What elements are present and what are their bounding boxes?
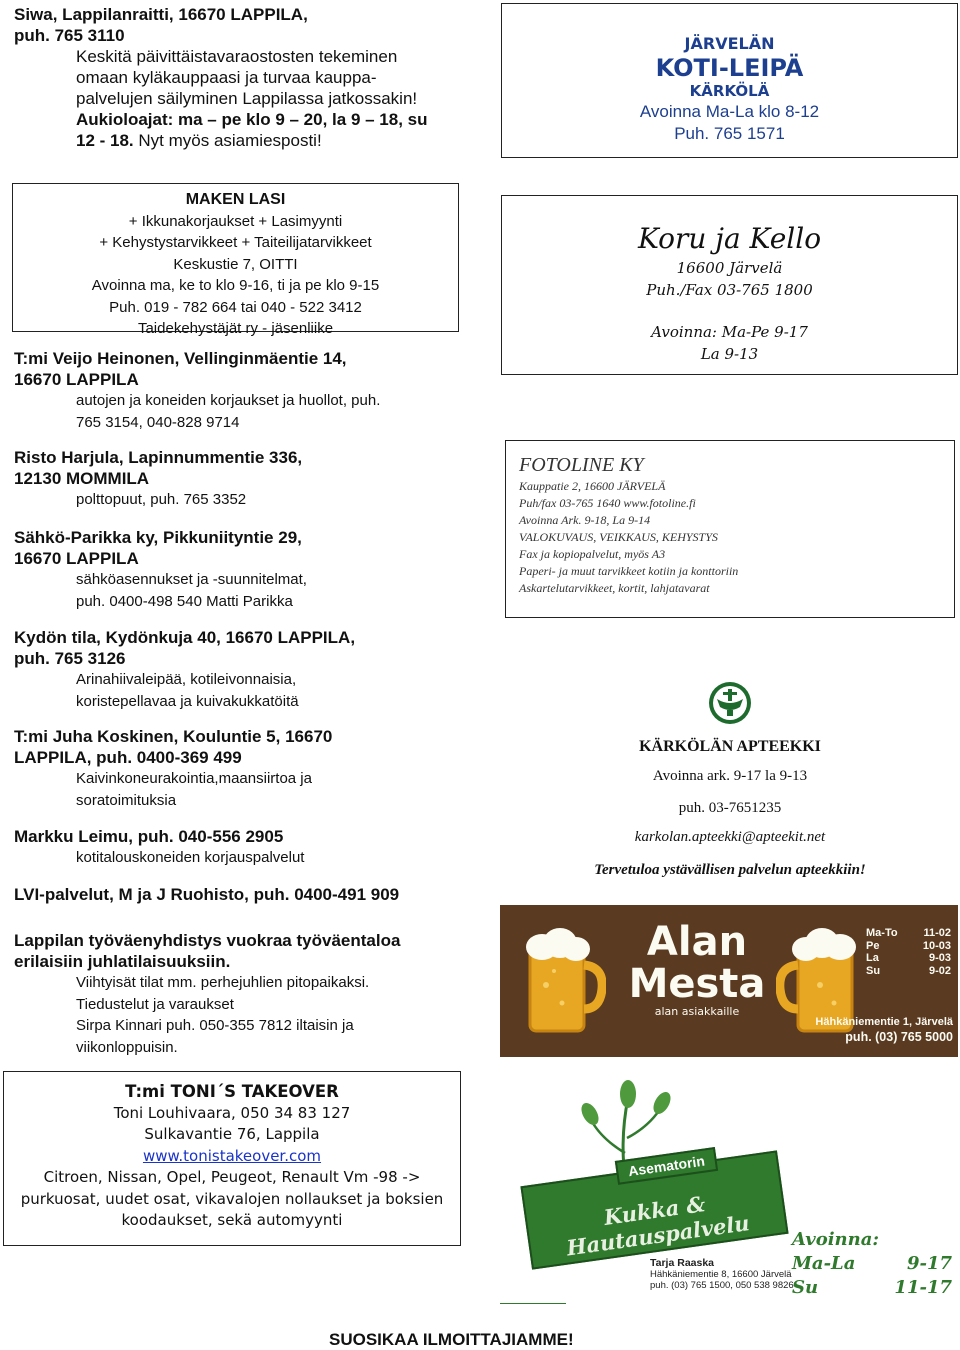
alan-addr: Hähkäniementie 1, Järvelä: [815, 1016, 953, 1028]
apteekki-welcome: Tervetuloa ystävällisen palvelun apteekkiin!: [594, 862, 866, 878]
maken-lasi-ad: [12, 183, 459, 337]
kotileipa-line5: Puh. 765 1571: [674, 124, 785, 143]
koru-hours-2: La 9-13: [700, 345, 759, 363]
fotoline-line: Kauppatie 2, 16600 JÄRVELÄ: [519, 479, 666, 493]
asematorin-time: 11-17: [894, 1277, 952, 1298]
siwa-hours-2: 12 - 18.: [76, 131, 134, 150]
asematorin-day: Su: [792, 1277, 819, 1298]
asematorin-ad: [500, 1068, 958, 1318]
listing-desc: soratoimituksia: [76, 791, 177, 809]
siwa-heading-2: puh. 765 3110: [14, 26, 125, 45]
siwa-desc-1: Keskitä päivittäistavaraostosten tekeminen: [76, 47, 398, 66]
fotoline-ad: [505, 440, 955, 618]
toni-desc: koodaukset, sekä automyynti: [121, 1211, 343, 1229]
toni-title: T:mi TONI´S TAKEOVER: [125, 1082, 339, 1101]
divider: [500, 1303, 566, 1304]
alan-day: Ma-To: [866, 927, 898, 939]
listing-ruohisto: [14, 884, 399, 905]
alan-time: 10-03: [922, 939, 951, 952]
maken-line-6: Taidekehystäjät ry - jäsenliike: [137, 320, 334, 337]
siwa-desc-2: omaan kyläkauppaasi ja turvaa kauppa-: [76, 68, 377, 87]
koru-hours-1: Avoinna: Ma-Pe 9-17: [651, 323, 808, 341]
listing-sahko-parikka: [14, 527, 307, 612]
pharmacy-logo-icon: [707, 680, 753, 726]
siwa-note: Nyt myös asiamiesposti!: [138, 131, 322, 150]
listing-desc: sähköasennukset ja -suunnitelmat,: [76, 571, 307, 588]
siwa-desc-3: palvelujen säilyminen Lappilassa jatkossakin!: [76, 89, 418, 108]
listing-tyovaenyhdistys: [14, 930, 400, 1058]
listing-desc: autojen ja koneiden korjaukset ja huollot, puh.: [76, 392, 381, 409]
listing-heading: 12130 MOMMILA: [14, 469, 150, 488]
alan-hours-table: [866, 927, 951, 977]
fotoline-line: Puh/fax 03-765 1640 www.fotoline.fi: [519, 496, 696, 510]
asematorin-addr: Hähkäniementie 8, 16600 Järvelä: [650, 1269, 792, 1280]
maken-line-1: + Ikkunakorjaukset + Lasimyynti: [128, 212, 343, 230]
listing-leimu: [14, 826, 304, 869]
listing-heading: Markku Leimu, puh. 040-556 2905: [14, 827, 284, 846]
listing-heading: LAPPILA, puh. 0400-369 499: [14, 748, 242, 767]
alan-day: Pe: [866, 939, 880, 952]
asematorin-phone: puh. (03) 765 1500, 050 538 9826: [650, 1280, 794, 1291]
listing-harjula: [14, 447, 302, 511]
toni-desc: purkuosat, uudet osat, vikavalojen nollaukset ja boksien: [20, 1189, 444, 1208]
listing-desc: Sirpa Kinnari puh. 050-355 7812 iltaisin ja: [76, 1017, 354, 1034]
listing-heading: Sähkö-Parikka ky, Pikkuniityntie 29,: [14, 528, 302, 547]
koru-addr: 16600 Järvelä: [676, 259, 783, 277]
fotoline-title: FOTOLINE KY: [519, 454, 644, 476]
alan-time: 9-02: [928, 964, 951, 977]
alan-time: 9-03: [928, 952, 951, 964]
fotoline-line: Askartelutarvikkeet, kortit, lahjatavarat: [519, 581, 710, 595]
apteekki-title: KÄRKÖLÄN APTEEKKI: [639, 738, 821, 755]
asematorin-person: Tarja Raaska: [650, 1257, 715, 1269]
asematorin-day: Ma-La: [792, 1253, 856, 1274]
maken-line-2: + Kehystystarvikkeet + Taiteilijatarvikkeet: [99, 234, 372, 251]
listing-desc: Viihtyisät tilat mm. perhejuhlien pitopaikaksi.: [76, 974, 370, 991]
listing-desc: koristepellavaa ja kuivakukkatöitä: [76, 692, 299, 710]
asematorin-script: Kukka & Hautauspalvelu: [565, 1191, 751, 1261]
koru-ja-kello-ad: [501, 195, 958, 375]
toni-website-link[interactable]: www.tonistakeover.com: [142, 1146, 322, 1165]
listing-desc: viikonloppuisin.: [76, 1038, 178, 1056]
alan-phone: puh. (03) 765 5000: [845, 1030, 953, 1044]
toni-desc: Citroen, Nissan, Opel, Peugeot, Renault Vm -98 ->: [43, 1168, 421, 1186]
beer-mug-icon: [522, 925, 606, 1035]
listing-desc: Tiedustelut ja varaukset: [76, 995, 234, 1013]
listing-desc: polttopuut, puh. 765 3352: [76, 491, 247, 508]
asematorin-hours-label: Avoinna:: [792, 1229, 880, 1250]
alan-name-2: Mesta: [628, 961, 766, 1007]
maken-line-3: Keskustie 7, OITTI: [173, 255, 298, 273]
toni-line: Toni Louhivaara, 050 34 83 127: [113, 1103, 351, 1122]
listing-heading: Risto Harjula, Lapinnummentie 336,: [14, 448, 303, 467]
siwa-heading-1: Siwa, Lappilanraitti, 16670 LAPPILA,: [14, 5, 308, 24]
toni-line: Sulkavantie 76, Lappila: [144, 1125, 320, 1143]
kotileipa-line2: KOTI-LEIPÄ: [655, 54, 804, 82]
asematorin-time: 9-17: [906, 1253, 952, 1274]
tonis-takeover-ad: [3, 1071, 461, 1246]
maken-line-4: Avoinna ma, ke to klo 9-16, ti ja pe klo 9-15: [91, 277, 380, 294]
siwa-ad: [14, 4, 454, 151]
asematorin-top: Asematorin: [615, 1147, 718, 1185]
kotileipa-line4: Avoinna Ma-La klo 8-12: [639, 102, 820, 121]
kotileipa-line1: JÄRVELÄN: [684, 34, 775, 53]
listing-desc: Arinahiivaleipää, kotileivonnaisia,: [76, 671, 297, 688]
alan-sub: alan asiakkaille: [654, 1005, 740, 1018]
listing-kydon-tila: [14, 627, 355, 712]
koru-title: Koru ja Kello: [637, 222, 822, 255]
listing-heading: Kydön tila, Kydönkuja 40, 16670 LAPPILA,: [14, 628, 356, 647]
alan-name-1: Alan: [646, 919, 748, 965]
fotoline-line: VALOKUVAUS, VEIKKAUS, KEHYSTYS: [519, 530, 718, 544]
alan-day: La: [866, 952, 879, 964]
asematorin-sign: [520, 1150, 788, 1269]
alan-time: 11-02: [923, 927, 951, 939]
listing-koskinen: [14, 726, 332, 811]
fotoline-line: Fax ja kopiopalvelut, myös A3: [519, 547, 666, 561]
apteekki-email: karkolan.apteekki@apteekit.net: [634, 829, 826, 845]
listing-heading: 16670 LAPPILA: [14, 370, 139, 389]
listing-heading: T:mi Juha Koskinen, Kouluntie 5, 16670: [14, 727, 333, 746]
listing-heading: 16670 LAPPILA: [14, 549, 139, 568]
listing-desc: Kaivinkoneurakointia,maansiirtoa ja: [76, 770, 312, 787]
siwa-hours-1: Aukioloajat: ma – pe klo 9 – 20, la 9 – 18, su: [76, 110, 428, 129]
listing-heading: erilaisiin juhlatilaisuuksiin.: [14, 952, 231, 971]
apteekki-phone: puh. 03-7651235: [678, 800, 782, 816]
listing-heading: Lappilan työväenyhdistys vuokraa työväentaloa: [14, 931, 401, 950]
apteekki-ad: [530, 680, 930, 890]
listing-heading: LVI-palvelut, M ja J Ruohisto, puh. 0400-491 909: [14, 885, 400, 904]
footer-text: SUOSIKAA ILMOITTAJIAMME!: [329, 1330, 574, 1349]
fotoline-line: Paperi- ja muut tarvikkeet kotiin ja konttoriin: [519, 564, 739, 578]
koru-phone: Puh./Fax 03-765 1800: [646, 281, 813, 299]
alan-mesta-ad: [500, 905, 958, 1057]
maken-title: MAKEN LASI: [185, 191, 286, 208]
apteekki-hours: Avoinna ark. 9-17 la 9-13: [652, 768, 808, 784]
listing-heading: T:mi Veijo Heinonen, Vellinginmäentie 14,: [14, 349, 347, 368]
alan-day: Su: [866, 964, 881, 977]
listing-desc: puh. 0400-498 540 Matti Parikka: [76, 592, 293, 610]
maken-line-5: Puh. 019 - 782 664 tai 040 - 522 3412: [109, 298, 362, 316]
listing-heading: puh. 765 3126: [14, 649, 126, 668]
kotileipa-ad: [501, 3, 958, 158]
kotileipa-line3: KÄRKÖLÄ: [689, 82, 770, 100]
fotoline-line: Avoinna Ark. 9-18, La 9-14: [519, 513, 651, 527]
listing-desc: 765 3154, 040-828 9714: [76, 413, 240, 431]
listing-desc: kotitalouskoneiden korjauspalvelut: [76, 849, 305, 866]
listing-heinonen: [14, 348, 380, 433]
